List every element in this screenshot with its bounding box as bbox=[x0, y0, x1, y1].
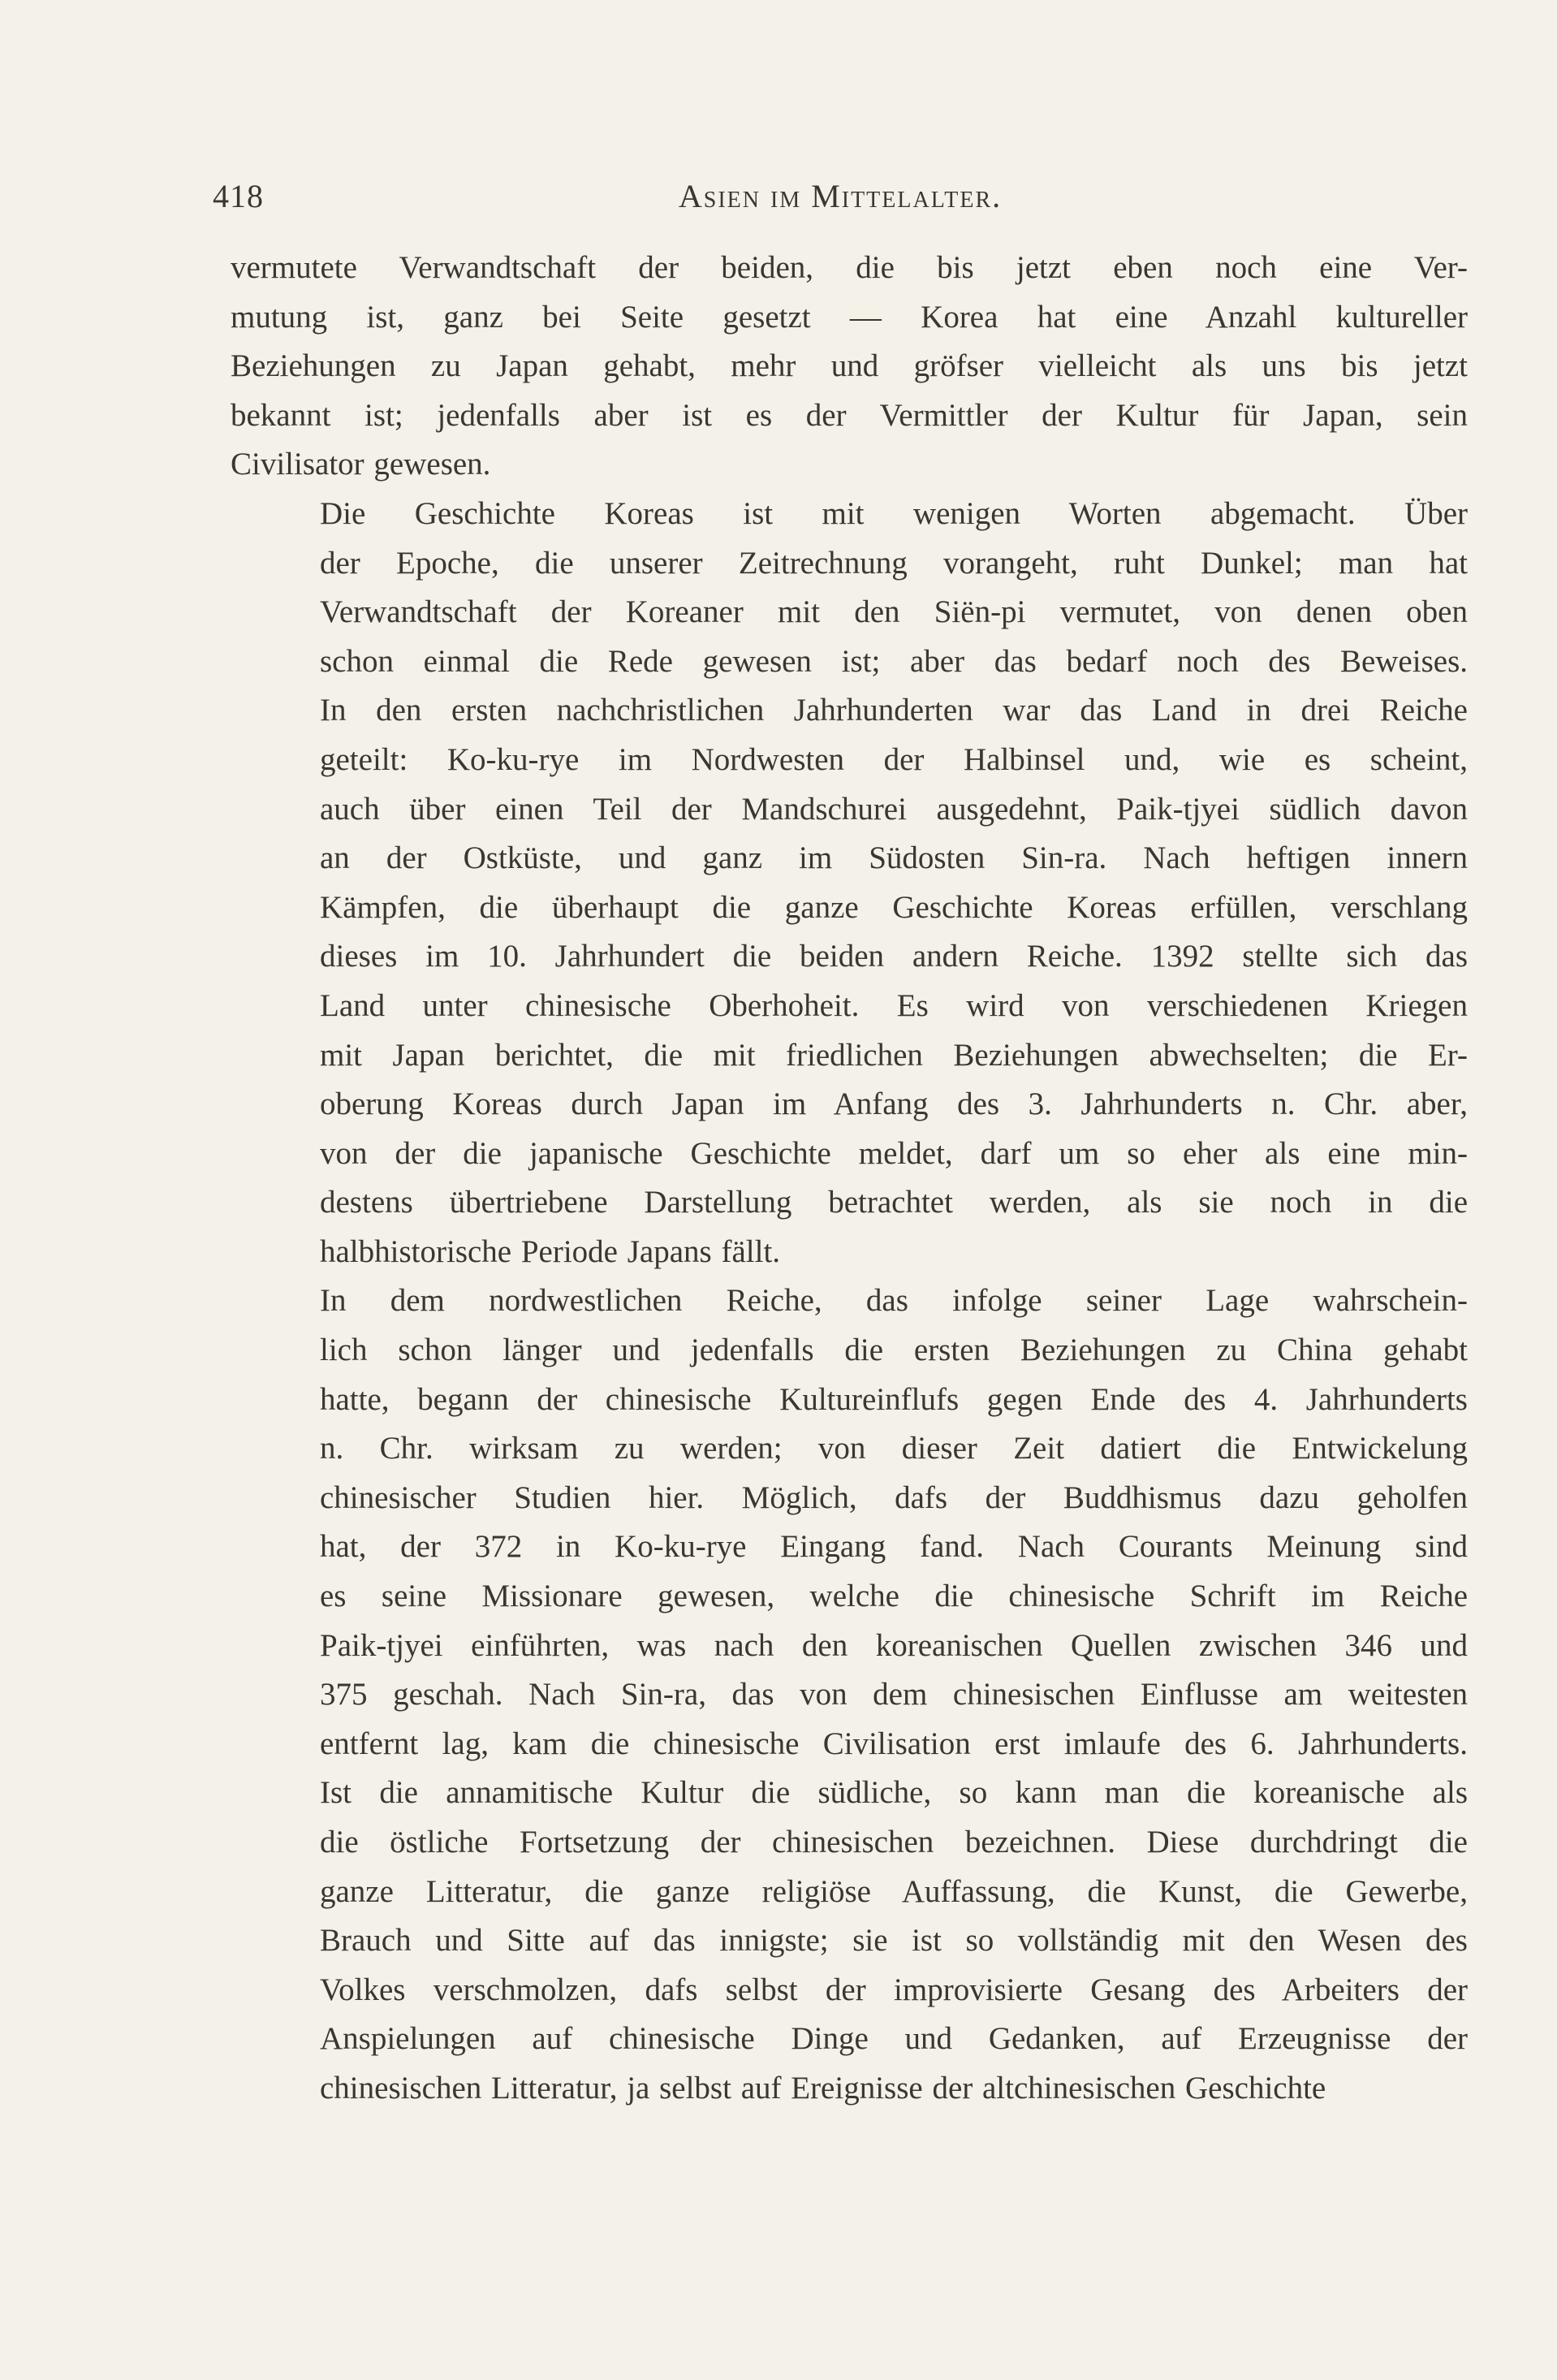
body-text bbox=[231, 244, 1468, 2114]
page-number: 418 bbox=[213, 178, 264, 214]
text-line: die östliche Fortsetzung der chinesischen bezeichnen. Diese durchdringt die bbox=[320, 1825, 1468, 1860]
text-line: lich schon länger und jedenfalls die ersten Beziehungen zu China gehabt bbox=[320, 1333, 1468, 1368]
paragraph bbox=[231, 490, 1468, 1277]
text-line: schon einmal die Rede gewesen ist; aber das bedarf noch des Beweises. bbox=[320, 643, 1468, 679]
text-line: entfernt lag, kam die chinesische Civilisation erst imlaufe des 6. Jahrhunderts. bbox=[320, 1726, 1468, 1761]
page-header bbox=[213, 177, 1468, 226]
text-line: bekannt ist; jedenfalls aber ist es der Vermittler der Kultur für Japan, sein bbox=[231, 397, 1468, 433]
text-line: oberung Koreas durch Japan im Anfang des 3. Jahrhunderts n. Chr. aber, bbox=[320, 1086, 1468, 1122]
text-line: chinesischer Studien hier. Möglich, dafs der Buddhismus dazu geholfen bbox=[320, 1479, 1468, 1515]
text-line: chinesischen Litteratur, ja selbst auf Ereignisse der altchinesischen Geschichte bbox=[320, 2070, 1326, 2106]
text-line: Die Geschichte Koreas ist mit wenigen Worten abgemacht. Über bbox=[320, 495, 1468, 531]
paragraph bbox=[231, 1276, 1468, 2113]
text-line: Land unter chinesische Oberhoheit. Es wird von verschiedenen Kriegen bbox=[320, 987, 1468, 1023]
text-line: geteilt: Ko-ku-rye im Nordwesten der Halbinsel und, wie es scheint, bbox=[320, 741, 1468, 777]
text-line: an der Ostküste, und ganz im Südosten Sin-ra. Nach heftigen innern bbox=[320, 840, 1468, 876]
text-line: 375 geschah. Nach Sin-ra, das von dem chinesischen Einflusse am weitesten bbox=[320, 1677, 1468, 1713]
text-line: Paik-tjyei einführten, was nach den koreanischen Quellen zwischen 346 und bbox=[320, 1627, 1468, 1663]
text-line: Brauch und Sitte auf das innigste; sie ist so vollständig mit den Wesen des bbox=[320, 1923, 1468, 1959]
text-line: hat, der 372 in Ko-ku-rye Eingang fand. Nach Courants Meinung sind bbox=[320, 1529, 1468, 1565]
text-line: von der die japanische Geschichte meldet, darf um so eher als eine min- bbox=[320, 1135, 1468, 1171]
text-line: mutung ist, ganz bei Seite gesetzt — Korea hat eine Anzahl kultureller bbox=[231, 299, 1468, 335]
text-line: Beziehungen zu Japan gehabt, mehr und gröfser vielleicht als uns bis jetzt bbox=[231, 348, 1468, 384]
text-line: hatte, begann der chinesische Kultureinflufs gegen Ende des 4. Jahrhunderts bbox=[320, 1381, 1468, 1417]
running-head: Asien im Mittelalter. bbox=[678, 178, 1003, 214]
text-line: auch über einen Teil der Mandschurei ausgedehnt, Paik-tjyei südlich davon bbox=[320, 791, 1468, 827]
text-line: es seine Missionare gewesen, welche die chinesische Schrift im Reiche bbox=[320, 1579, 1468, 1614]
text-line: Verwandtschaft der Koreaner mit den Siën-pi vermutet, von denen oben bbox=[320, 594, 1468, 630]
text-line: Anspielungen auf chinesische Dinge und Gedanken, auf Erzeugnisse der bbox=[320, 2021, 1468, 2057]
text-line: Civilisator gewesen. bbox=[231, 447, 491, 482]
paragraph bbox=[231, 244, 1468, 490]
text-line: In den ersten nachchristlichen Jahrhunderten war das Land in drei Reiche bbox=[320, 693, 1468, 728]
text-line: vermutete Verwandtschaft der beiden, die bis jetzt eben noch eine Ver- bbox=[231, 250, 1468, 285]
text-line: Ist die annamitische Kultur die südliche, so kann man die koreanische als bbox=[320, 1775, 1468, 1811]
text-line: mit Japan berichtet, die mit friedlichen Beziehungen abwechselten; die Er- bbox=[320, 1037, 1468, 1073]
text-line: In dem nordwestlichen Reiche, das infolge seiner Lage wahrschein- bbox=[320, 1283, 1468, 1319]
text-line: der Epoche, die unserer Zeitrechnung vorangeht, ruht Dunkel; man hat bbox=[320, 545, 1468, 581]
text-line: Volkes verschmolzen, dafs selbst der improvisierte Gesang des Arbeiters der bbox=[320, 1972, 1468, 2007]
text-line: halbhistorische Periode Japans fällt. bbox=[320, 1233, 781, 1269]
text-line: Kämpfen, die überhaupt die ganze Geschichte Koreas erfüllen, verschlang bbox=[320, 889, 1468, 925]
text-line: ganze Litteratur, die ganze religiöse Auffassung, die Kunst, die Gewerbe, bbox=[320, 1873, 1468, 1909]
text-line: n. Chr. wirksam zu werden; von dieser Zeit datiert die Entwickelung bbox=[320, 1431, 1468, 1466]
text-line: dieses im 10. Jahrhundert die beiden andern Reiche. 1392 stellte sich das bbox=[320, 939, 1468, 974]
text-line: destens übertriebene Darstellung betrachtet werden, als sie noch in die bbox=[320, 1185, 1468, 1220]
